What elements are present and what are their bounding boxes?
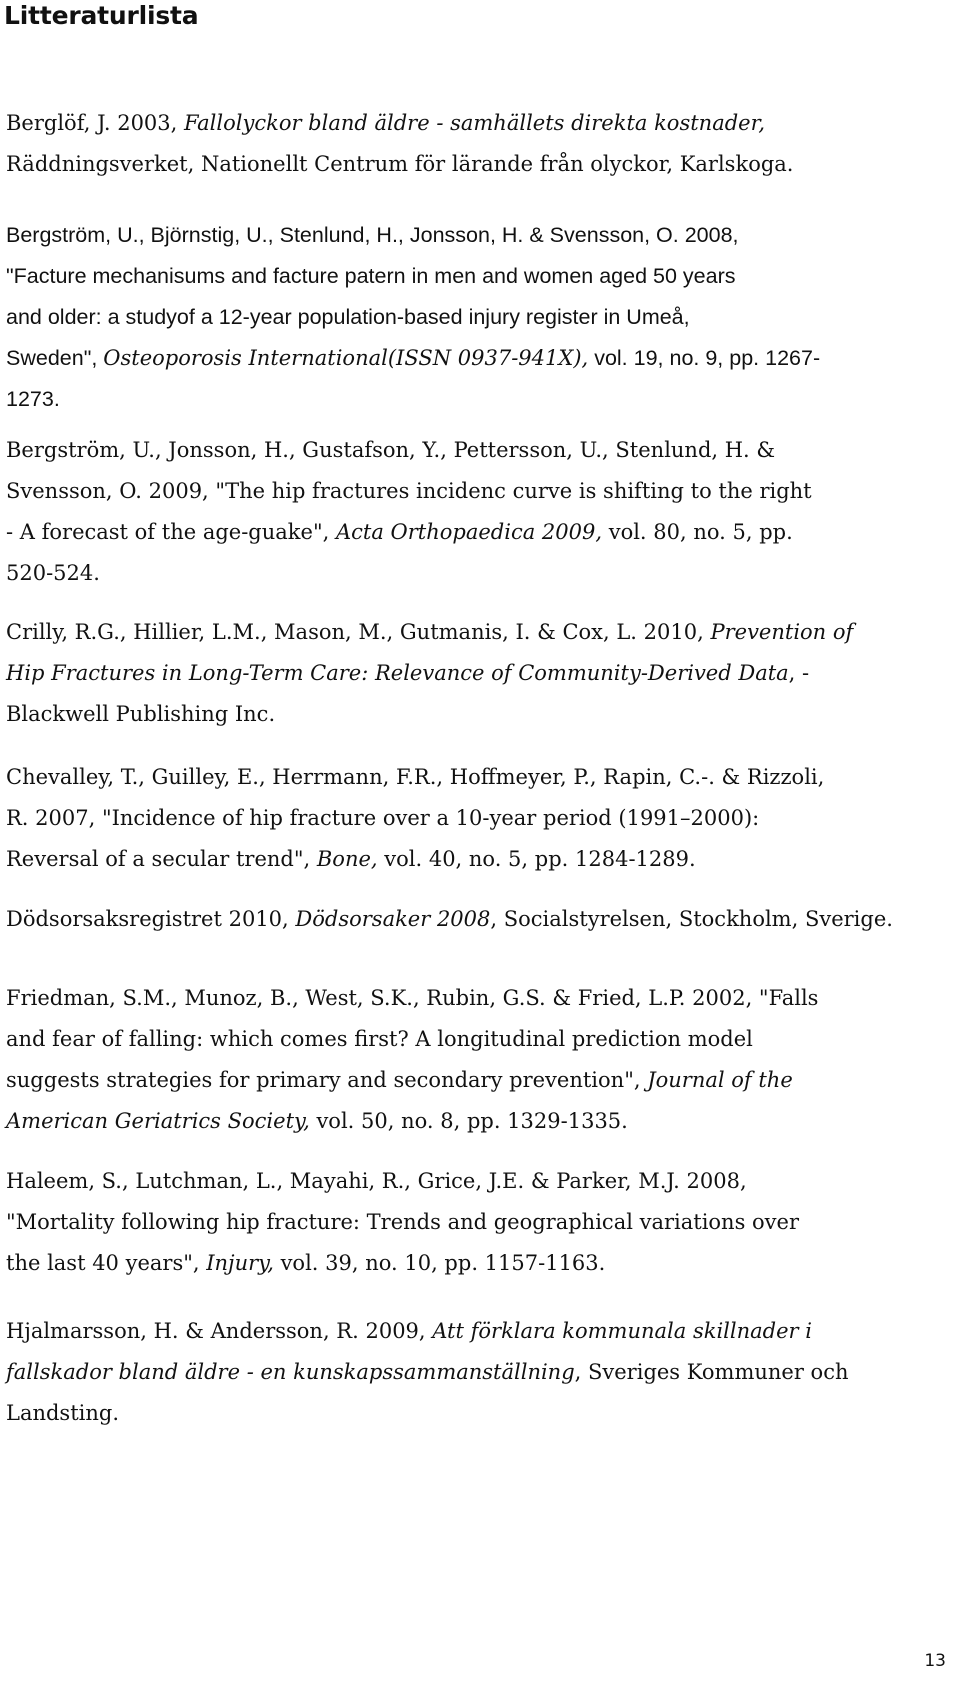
reference-line (6, 471, 960, 512)
reference-entry (6, 978, 960, 1142)
reference-line (6, 1243, 960, 1284)
reference-entry (6, 757, 960, 880)
reference-text: Räddningsverket, Nationellt Centrum för lärande från olyckor, Karlskoga. (6, 152, 794, 176)
reference-text: vol. 40, no. 5, pp. 1284-1289. (377, 847, 696, 871)
reference-text: Bergström, U., Jonsson, H., Gustafson, Y., Pettersson, U., Stenlund, H. & (6, 438, 776, 462)
reference-text: Bergström, U., Björnstig, U., Stenlund, H., Jonsson, H. & Svensson, O. 2008, (6, 223, 739, 247)
reference-line (6, 553, 960, 594)
reference-text: Blackwell Publishing Inc. (6, 702, 276, 726)
reference-line (6, 256, 960, 297)
reference-entry (6, 1311, 960, 1434)
reference-title-italic: Bone, (316, 847, 378, 871)
reference-text: Landsting. (6, 1401, 120, 1425)
reference-entry (6, 1161, 960, 1284)
reference-text: Haleem, S., Lutchman, L., Mayahi, R., Grice, J.E. & Parker, M.J. 2008, (6, 1169, 747, 1193)
reference-text: Hjalmarsson, H. & Andersson, R. 2009, (6, 1319, 433, 1343)
reference-entry (6, 430, 960, 594)
reference-line (6, 379, 960, 420)
reference-text: R. 2007, "Incidence of hip fracture over a 10-year period (1991–2000): (6, 806, 760, 830)
reference-text: Berglöf, J. 2003, (6, 111, 185, 135)
reference-title-italic: Dödsorsaker 2008 (295, 907, 491, 931)
reference-line (6, 1311, 960, 1352)
reference-line (6, 798, 960, 839)
reference-title-italic: Journal of the (647, 1068, 793, 1092)
page-heading: Litteraturlista (4, 1, 199, 30)
reference-line (6, 215, 960, 256)
reference-line (6, 1393, 960, 1434)
reference-text: "Mortality following hip fracture: Trends and geographical variations over (6, 1210, 800, 1234)
reference-title-italic: fallskador bland äldre - en kunskapssammanställning (6, 1360, 575, 1384)
reference-text: , - (788, 661, 810, 685)
reference-line (6, 978, 960, 1019)
page-number: 13 (924, 1651, 946, 1671)
reference-text: vol. 39, no. 10, pp. 1157-1163. (273, 1251, 606, 1275)
reference-text: Friedman, S.M., Munoz, B., West, S.K., Rubin, G.S. & Fried, L.P. 2002, "Falls (6, 986, 819, 1010)
reference-text: Chevalley, T., Guilley, E., Herrmann, F.R., Hoffmeyer, P., Rapin, C.-. & Rizzoli, (6, 765, 825, 789)
reference-title-italic: Prevention of (710, 620, 854, 644)
reference-line (6, 512, 960, 553)
reference-entry (6, 103, 960, 185)
reference-entry (6, 215, 960, 420)
reference-title-italic: Injury, (206, 1251, 274, 1275)
reference-line (6, 1161, 960, 1202)
reference-text: Reversal of a secular trend", (6, 847, 317, 871)
reference-text: 1273. (6, 387, 60, 411)
reference-text: vol. 19, no. 9, pp. 1267- (588, 346, 821, 370)
reference-line (6, 839, 960, 880)
reference-text: "Facture mechanisums and facture patern in men and women aged 50 years (6, 264, 736, 288)
reference-title-italic: Osteoporosis International(ISSN 0937-941X), (103, 346, 589, 370)
reference-text: Sweden", (6, 346, 104, 370)
reference-text: Dödsorsaksregistret 2010, (6, 907, 296, 931)
reference-title-italic: Att förklara kommunala skillnader i (432, 1319, 812, 1343)
reference-text: , Socialstyrelsen, Stockholm, Sverige. (490, 907, 893, 931)
reference-text: suggests strategies for primary and secondary prevention", (6, 1068, 648, 1092)
reference-title-italic: Hip Fractures in Long-Term Care: Relevance of Community-Derived Data (6, 661, 789, 685)
reference-entry (6, 899, 960, 940)
reference-line (6, 1019, 960, 1060)
reference-text: Crilly, R.G., Hillier, L.M., Mason, M., Gutmanis, I. & Cox, L. 2010, (6, 620, 711, 644)
reference-text: 520-524. (6, 561, 100, 585)
reference-line (6, 1202, 960, 1243)
reference-text: and older: a studyof a 12-year population-based injury register in Umeå, (6, 305, 690, 329)
reference-title-italic: Acta Orthopaedica 2009, (335, 520, 603, 544)
reference-line (6, 653, 960, 694)
reference-line (6, 1060, 960, 1101)
reference-text: the last 40 years", (6, 1251, 207, 1275)
reference-line (6, 1101, 960, 1142)
reference-text: vol. 80, no. 5, pp. (602, 520, 793, 544)
reference-title-italic: American Geriatrics Society, (6, 1109, 310, 1133)
reference-line (6, 103, 960, 144)
reference-line (6, 612, 960, 653)
reference-text: and fear of falling: which comes first? A longitudinal prediction model (6, 1027, 753, 1051)
reference-line (6, 338, 960, 379)
reference-line (6, 694, 960, 735)
reference-text: Svensson, O. 2009, "The hip fractures incidenc curve is shifting to the right (6, 479, 812, 503)
reference-title-italic: Fallolyckor bland äldre - samhällets direkta kostnader, (184, 111, 765, 135)
reference-text: vol. 50, no. 8, pp. 1329-1335. (309, 1109, 628, 1133)
reference-line (6, 757, 960, 798)
reference-text: , Sveriges Kommuner och (574, 1360, 849, 1384)
reference-line (6, 430, 960, 471)
reference-entry (6, 612, 960, 735)
reference-line (6, 144, 960, 185)
reference-line (6, 297, 960, 338)
reference-line (6, 1352, 960, 1393)
reference-line (6, 899, 960, 940)
reference-text: - A forecast of the age-guake", (6, 520, 336, 544)
